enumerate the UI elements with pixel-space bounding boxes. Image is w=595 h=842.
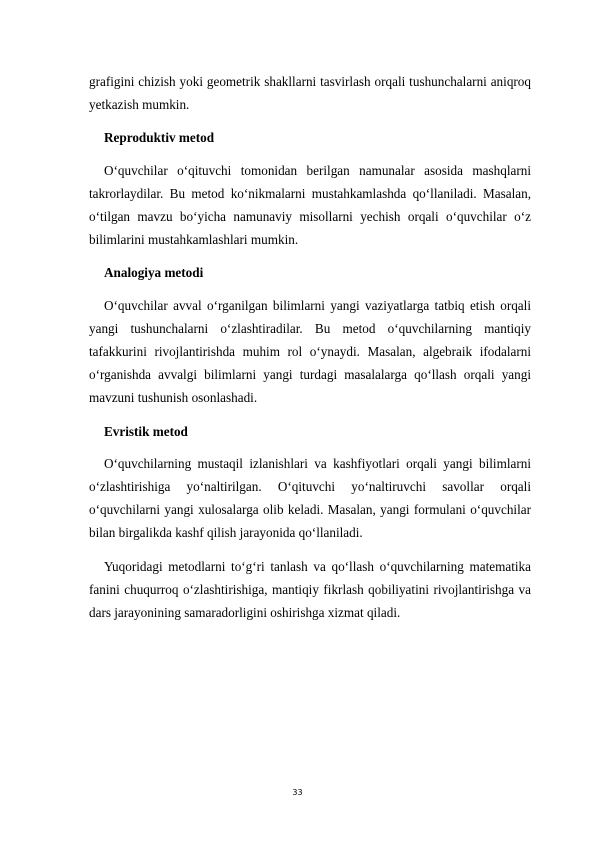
heading-evristik-metod: Evristik metod: [104, 423, 188, 439]
heading-reproduktiv-metod: Reproduktiv metod: [104, 130, 215, 146]
paragraph-spacer: [89, 545, 531, 555]
paragraph-reproduktiv-metod: O‘quvchilar o‘qituvchi tomonidan berilgan namunalar asosida mashqlarni takrorlaydilar. Bu metod ko‘nikmalarni mustahkamlashda qo‘llaniladi. Masalan, o‘tilgan mavzu bo‘yicha namunaviy misollarni yechish orqali o‘quvchilar o‘z bilimlarini mustahkamlashlari mumkin.: [89, 162, 531, 248]
paragraph-intro-continuation: grafigini chizish yoki geometrik shakllarni tasvirlash orqali tushunchalarni aniqroq yetkazish mumkin.: [89, 74, 531, 113]
paragraph-evristik-metod: O‘quvchilarning mustaqil izlanishlari va kashfiyotlari orqali yangi bilimlarni o‘zlashtirishiga yo‘naltirilgan. O‘qituvchi yo‘naltiruvchi savollar orqali o‘quvchilarni yangi xulosalarga olib keladi. Masalan, yangi formulani o‘quvchilar bilan birgalikda kashf qilish jarayonida qo‘llaniladi.: [89, 455, 531, 541]
paragraph-analogiya-metodi: O‘quvchilar avval o‘rganilgan bilimlarni yangi vaziyatlarga tatbiq etish orqali yangi tushunchalarni o‘zlashtiradilar. Bu metod o‘quvchilarning mantiqiy tafakkurini rivojlantirishda muhim rol o‘ynaydi. Masalan, algebraik ifodalarni o‘rganishda avvalgi bilimlarni yangi turdagi masalalarga qo‘llash orqali yangi mavzuni tushunish osonlashadi.: [89, 297, 531, 406]
paragraph-conclusion: Yuqoridagi metodlarni to‘g‘ri tanlash va qo‘llash o‘quvchilarning matematika fanini chuqurroq o‘zlashtirishiga, mantiqiy fikrlash qobiliyatini rivojlantirishga va dars jarayonining samaradorligini oshirishga xizmat qiladi.: [89, 558, 531, 621]
page-number: 33: [292, 788, 303, 797]
heading-analogiya-metodi: Analogiya metodi: [104, 265, 204, 281]
document-body: [89, 70, 531, 624]
